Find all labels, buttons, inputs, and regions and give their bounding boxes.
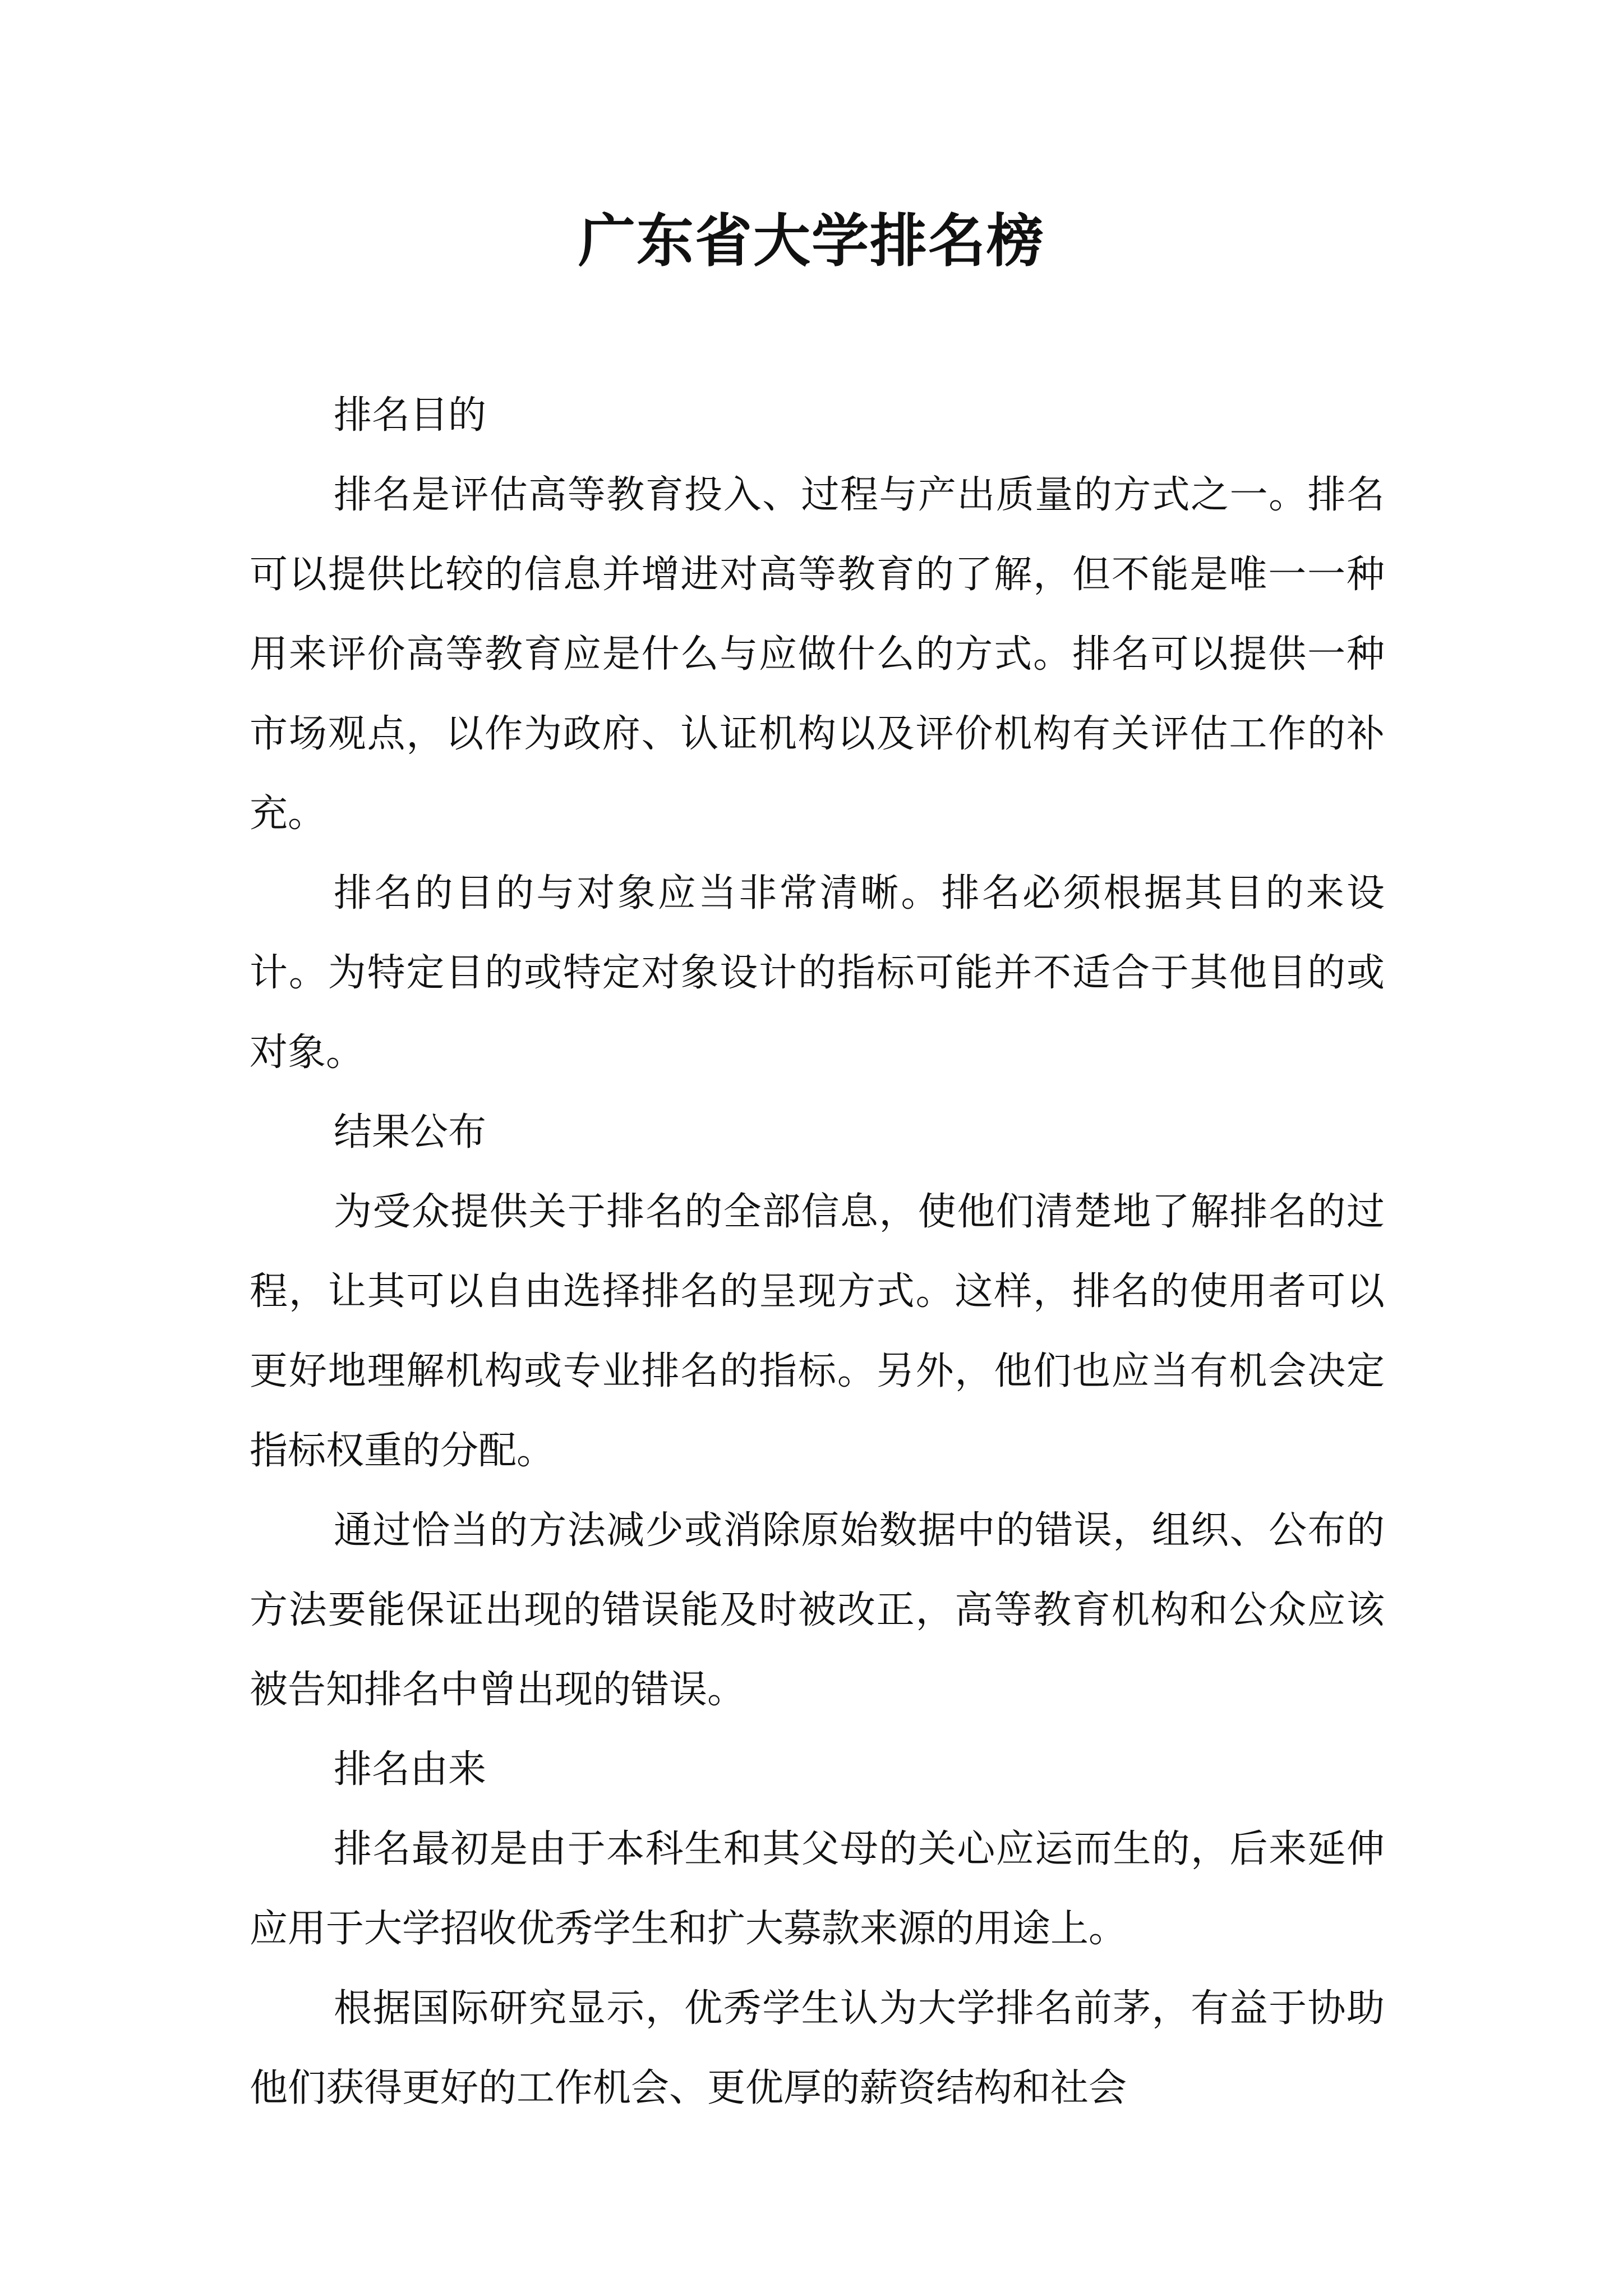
paragraph-results-2: 通过恰当的方法减少或消除原始数据中的错误，组织、公布的方法要能保证出现的错误能及时被改正，高等教育机构和公众应该被告知排名中曾出现的错误。 bbox=[250, 1508, 1385, 1712]
paragraph-results-1: 为受众提供关于排名的全部信息，使他们清楚地了解排名的过程，让其可以自由选择排名的呈现方式。这样，排名的使用者可以更好地理解机构或专业排名的指标。另外，他们也应当有机会决定指标权重的分配。 bbox=[250, 1190, 1385, 1473]
paragraph-origin-2: 根据国际研究显示，优秀学生认为大学排名前茅，有益于协助他们获得更好的工作机会、更优厚的薪资结构和社会 bbox=[250, 1986, 1385, 2110]
document-body bbox=[250, 376, 1385, 2128]
section-heading-purpose: 排名目的 bbox=[334, 393, 487, 438]
document-title: 广东省大学排名榜 bbox=[578, 208, 1045, 275]
paragraph-purpose-2: 排名的目的与对象应当非常清晰。排名必须根据其目的来设计。为特定目的或特定对象设计的指标可能并不适合于其他目的或对象。 bbox=[250, 871, 1385, 1075]
section-heading-results: 结果公布 bbox=[334, 1110, 487, 1154]
section-heading-origin: 排名由来 bbox=[334, 1747, 487, 1792]
paragraph-origin-1: 排名最初是由于本科生和其父母的关心应运而生的，后来延伸应用于大学招收优秀学生和扩大募款来源的用途上。 bbox=[250, 1827, 1385, 1951]
paragraph-purpose-1: 排名是评估高等教育投入、过程与产出质量的方式之一。排名可以提供比较的信息并增进对高等教育的了解，但不能是唯一一种用来评价高等教育应是什么与应做什么的方式。排名可以提供一种市场观点，以作为政府、认证机构以及评价机构有关评估工作的补充。 bbox=[250, 473, 1385, 836]
